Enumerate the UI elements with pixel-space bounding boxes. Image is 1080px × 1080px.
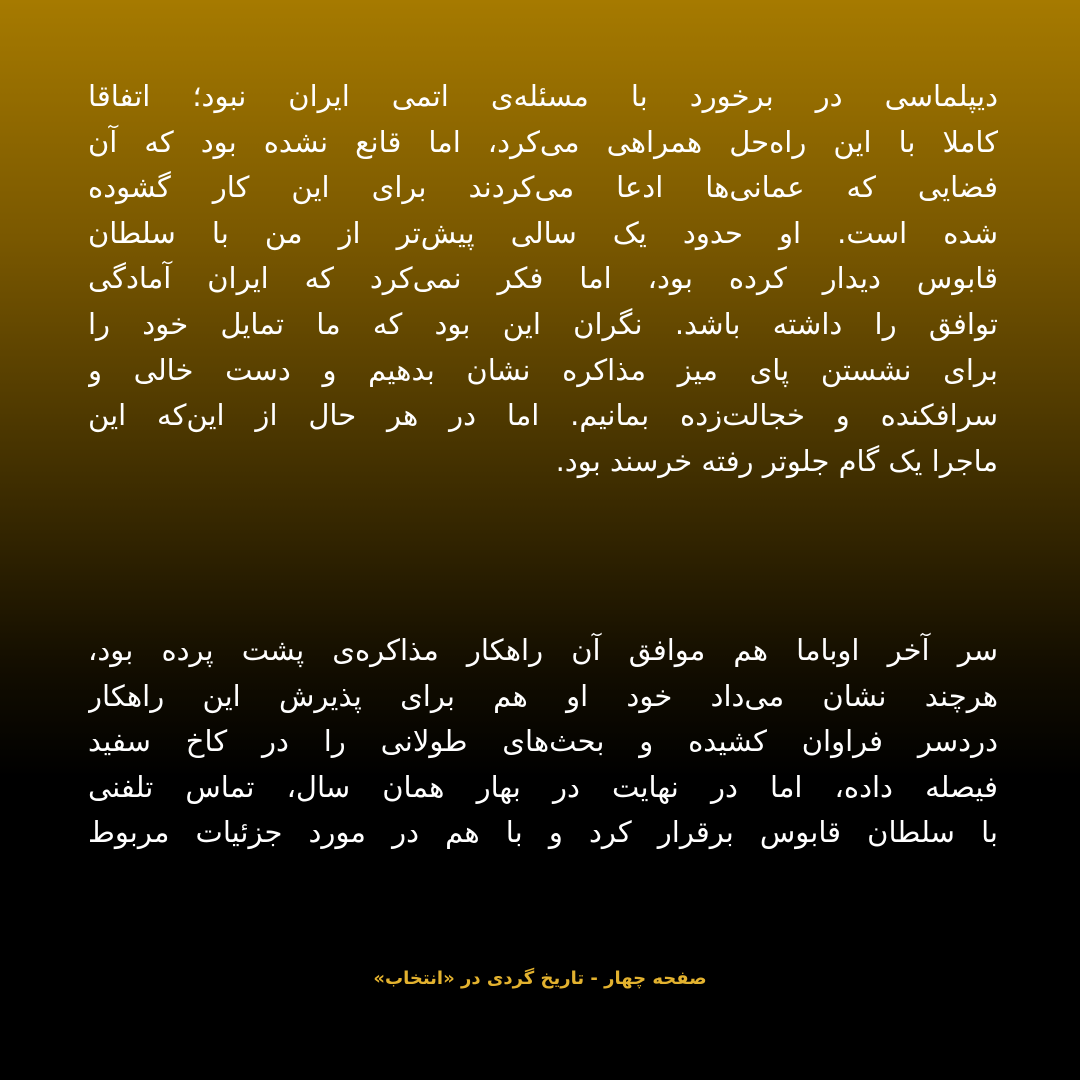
text-line: فضایی که عمانی‌ها ادعا می‌کردند برای این کار گشوده xyxy=(88,170,998,205)
text-line: برای نشستن پای میز مذاکره نشان بدهیم و دست خالی و xyxy=(88,352,998,387)
text-line: شده است. او حدود یک سالی پیش‌تر از من با سلطان xyxy=(88,215,998,250)
text-line: هرچند نشان می‌داد خود او هم برای پذیرش این راهکار xyxy=(88,678,998,713)
page-footer: صفحه چهار - تاریخ گردی در «انتخاب» xyxy=(373,968,707,989)
text-line: توافق را داشته باشد. نگران این بود که ما تمایل خود را xyxy=(88,306,998,341)
paragraph-2 xyxy=(88,628,998,856)
text-line: قابوس دیدار کرده بود، اما فکر نمی‌کرد که ایران آمادگی xyxy=(88,261,998,296)
text-line: دردسر فراوان کشیده و بحث‌های طولانی را در کاخ سفید xyxy=(88,724,998,759)
text-line: دیپلماسی در برخورد با مسئله‌ی اتمی ایران نبود؛ اتفاقا xyxy=(88,79,998,113)
text-line: کاملا با این راه‌حل همراهی می‌کرد، اما قانع نشده بود که آن xyxy=(88,124,998,159)
text-line: سر آخر اوباما هم موافق آن راهکار مذاکره‌ی پشت پرده بود، xyxy=(88,633,998,667)
text-line: با سلطان قابوس برقرار کرد و با هم در مورد جزئیات مربوط xyxy=(88,815,998,850)
text-line: ماجرا یک گام جلوتر رفته خرسند بود. xyxy=(555,443,998,478)
text-line: سرافکنده و خجالت‌زده بمانیم. اما در هر حال از این‌که این xyxy=(88,398,998,433)
text-line: فیصله داده، اما در نهایت در بهار همان سال، تماس تلفنی xyxy=(88,769,998,804)
paragraph-1 xyxy=(88,74,998,484)
